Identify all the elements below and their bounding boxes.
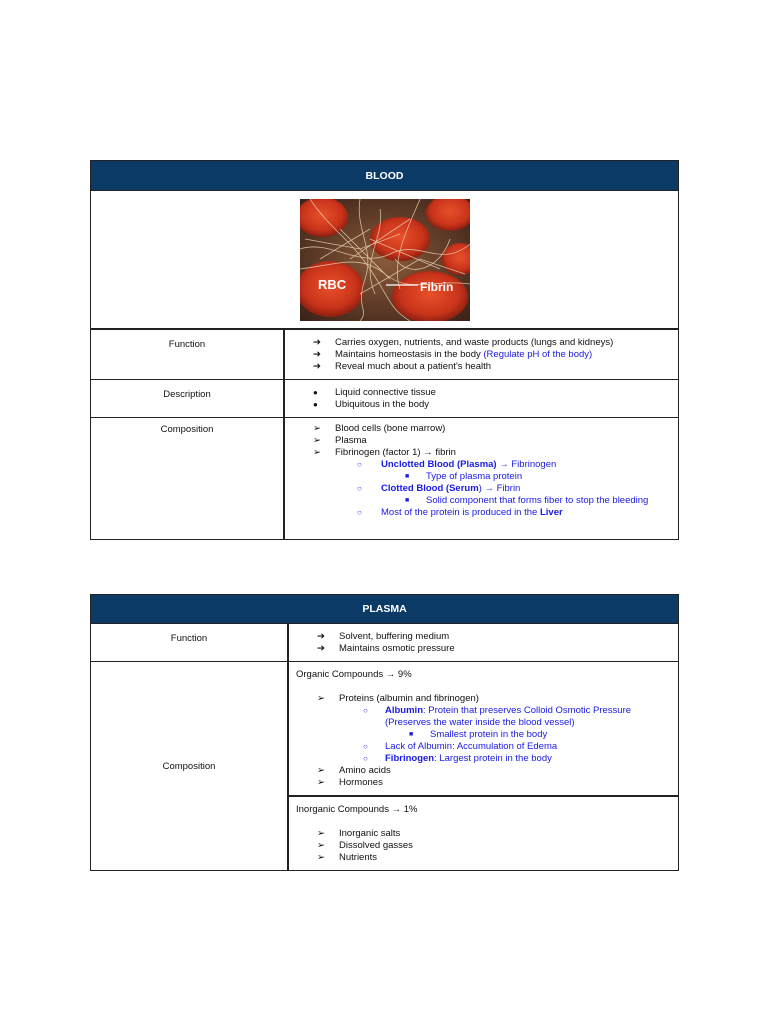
blood-composition-label: Composition xyxy=(91,418,285,539)
list-item: ● Ubiquitous in the body xyxy=(313,399,430,410)
plasma-table xyxy=(90,594,679,871)
list-item: ○ Unclotted Blood (Plasma) → Fibrinogen xyxy=(357,459,557,470)
list-item: ➔ Carries oxygen, nutrients, and waste products (lungs and kidneys) xyxy=(313,337,614,348)
blood-function-row xyxy=(91,330,678,380)
blood-description-row xyxy=(91,380,678,418)
blood-function-list xyxy=(285,337,678,373)
list-item: ➔ Maintains osmotic pressure xyxy=(317,643,455,654)
inorganic-compounds-heading: Inorganic Compounds → 1% xyxy=(296,804,418,815)
list-item: ■ Solid component that forms fiber to stop the bleeding xyxy=(405,495,649,506)
list-item: ➢ Nutrients xyxy=(317,852,378,863)
organic-compounds-list xyxy=(289,693,678,789)
plasma-function-list xyxy=(289,631,678,655)
list-item: ➢ Inorganic salts xyxy=(317,828,401,839)
list-item: ➢ Dissolved gasses xyxy=(317,840,413,851)
list-item: ➔ Solvent, buffering medium xyxy=(317,631,450,642)
list-item: ➢ Plasma xyxy=(313,435,367,446)
fibrin-label: Fibrin xyxy=(419,279,453,294)
list-item: ➢ Blood cells (bone marrow) xyxy=(313,423,446,434)
rbc-label: RBC xyxy=(317,276,346,292)
organic-compounds-section xyxy=(289,662,678,795)
plasma-composition-label: Composition xyxy=(91,662,289,870)
plasma-function-row xyxy=(91,624,678,662)
plasma-header: PLASMA xyxy=(91,595,678,624)
plasma-composition-row xyxy=(91,662,678,871)
list-item: ➢ Amino acids xyxy=(317,765,391,776)
list-item: ➢ Hormones xyxy=(317,777,383,788)
inorganic-compounds-list xyxy=(289,828,678,864)
list-item: ○ Most of the protein is produced in the Liver xyxy=(357,507,563,518)
blood-function-label: Function xyxy=(91,330,285,379)
blood-table xyxy=(90,160,679,540)
list-item-continuation: (Preserves the water inside the blood vessel) xyxy=(385,717,575,728)
blood-image-row xyxy=(91,191,678,330)
inorganic-compounds-section xyxy=(289,795,678,870)
list-item: ■ Smallest protein in the body xyxy=(409,729,548,740)
blood-description-list xyxy=(285,387,678,411)
list-item: ➔ Maintains homeostasis in the body (Regulate pH of the body) xyxy=(313,349,593,360)
blood-composition-list xyxy=(285,423,678,519)
list-item: ● Liquid connective tissue xyxy=(313,387,436,398)
list-item: ■ Type of plasma protein xyxy=(405,471,523,482)
list-item: ➢ Fibrinogen (factor 1) → fibrin xyxy=(313,447,456,458)
list-item: ○ Clotted Blood (Serum) → Fibrin xyxy=(357,483,521,494)
list-item: ➢ Proteins (albumin and fibrinogen) xyxy=(317,693,479,704)
list-item: ➔ Reveal much about a patient's health xyxy=(313,361,492,372)
organic-compounds-heading: Organic Compounds → 9% xyxy=(296,669,412,680)
plasma-function-label: Function xyxy=(91,624,289,661)
blood-description-label: Description xyxy=(91,380,285,417)
list-item: ○ Albumin: Protein that preserves Colloid Osmotic Pressure xyxy=(363,705,632,716)
list-item: ○ Fibrinogen: Largest protein in the body xyxy=(363,753,552,764)
blood-header: BLOOD xyxy=(91,161,678,191)
blood-composition-row xyxy=(91,418,678,540)
blood-micrograph-image xyxy=(300,199,470,321)
list-item: ○ Lack of Albumin: Accumulation of Edema xyxy=(363,741,558,752)
